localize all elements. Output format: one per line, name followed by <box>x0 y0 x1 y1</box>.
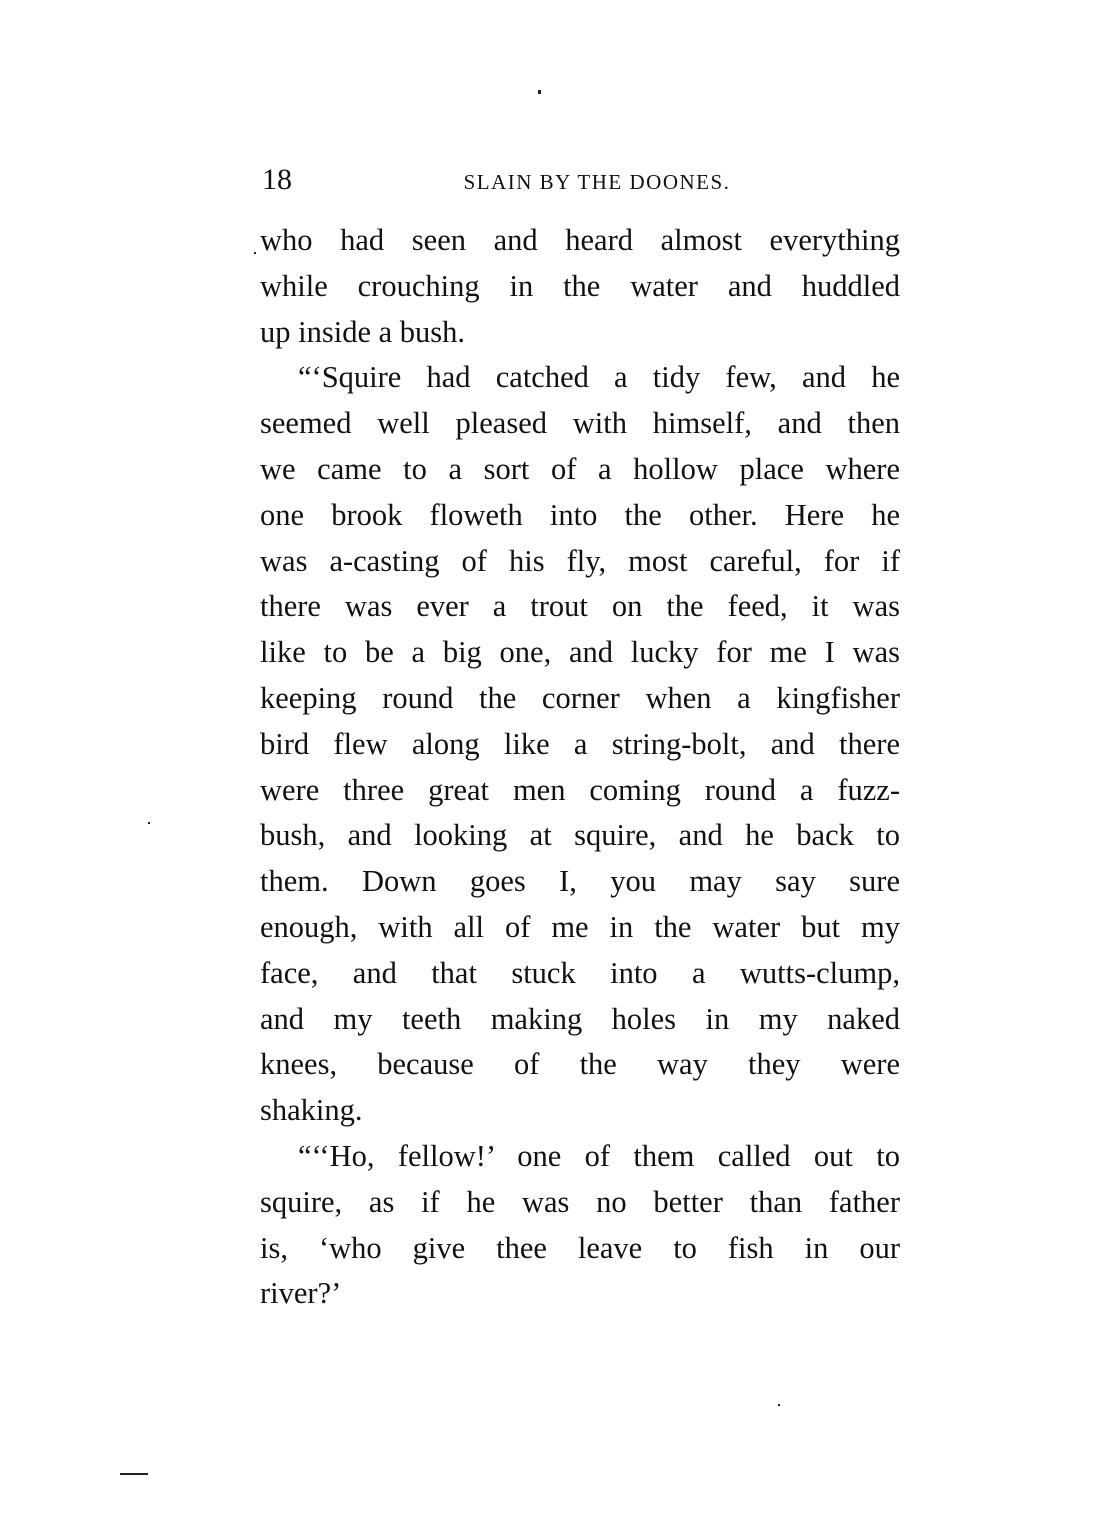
text-line: one brook floweth into the other. Here he <box>260 497 900 532</box>
text-line: there was ever a trout on the feed, it was <box>260 589 900 624</box>
text-line: who had seen and heard almost everything <box>260 223 900 257</box>
text-line: were three great men coming round a fuzz- <box>260 772 900 807</box>
text-line: seemed well pleased with himself, and then <box>260 406 900 441</box>
text-line: enough, with all of me in the water but my <box>260 909 900 944</box>
text-line: bush, and looking at squire, and he back to <box>260 818 900 853</box>
text-line: was a-casting of his fly, most careful, for if <box>260 543 900 578</box>
text-line: we came to a sort of a hollow place where <box>260 451 900 486</box>
text-line: river?’ <box>260 1276 342 1311</box>
margin-mark <box>120 1473 148 1475</box>
text-line: knees, because of the way they were <box>260 1047 900 1082</box>
page-number: 18 <box>262 163 292 196</box>
paragraph <box>260 1134 900 1317</box>
print-speck <box>148 822 150 824</box>
text-line: shaking. <box>260 1093 363 1128</box>
text-line: them. Down goes I, you may say sure <box>260 864 900 899</box>
text-line: like to be a big one, and lucky for me I was <box>260 635 900 670</box>
running-title: SLAIN BY THE DOONES. <box>463 170 731 194</box>
print-speck <box>254 252 256 254</box>
print-speck <box>538 90 541 94</box>
text-line: and my teeth making holes in my naked <box>260 1001 900 1036</box>
text-line: face, and that stuck into a wutts-clump, <box>260 955 900 990</box>
text-line: keeping round the corner when a kingfisher <box>260 680 900 715</box>
body-text <box>260 218 900 1317</box>
text-line: “‘‘Ho, fellow!’ one of them called out to <box>298 1138 900 1173</box>
text-line: while crouching in the water and huddled <box>260 268 900 303</box>
paragraph <box>260 355 900 1134</box>
text-line: “‘Squire had catched a tidy few, and he <box>298 360 900 395</box>
text-line: bird flew along like a string-bolt, and there <box>260 726 900 761</box>
text-line: squire, as if he was no better than father <box>260 1184 900 1219</box>
text-line: up inside a bush. <box>260 314 466 349</box>
text-line: is, ‘who give thee leave to fish in our <box>260 1230 900 1265</box>
page-header <box>262 163 902 197</box>
paragraph <box>260 218 900 355</box>
print-speck <box>778 1404 780 1406</box>
